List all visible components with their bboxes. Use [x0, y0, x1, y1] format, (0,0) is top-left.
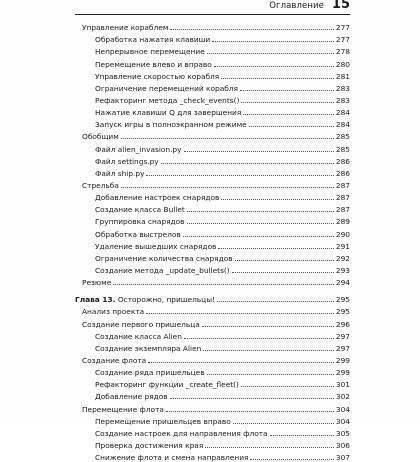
dot-leader — [202, 326, 334, 327]
toc-page-number: 305 — [335, 428, 350, 438]
toc-entry-label: Удаление вышедших снарядов — [95, 241, 217, 251]
toc-entry — [75, 329, 350, 341]
toc-entry-label: Запуск игры в полноэкранном режиме — [95, 120, 247, 130]
toc-entry-label: Непрерывное перемещение — [95, 47, 205, 57]
dot-leader — [183, 236, 334, 237]
toc-entry-label: Группировка снарядов — [95, 217, 185, 227]
dot-leader — [212, 41, 334, 42]
toc-page-number: 304 — [335, 404, 350, 414]
toc-entry — [75, 365, 350, 377]
toc-page-number: 292 — [335, 253, 350, 263]
toc-entry-label: Файл settings.py — [95, 156, 159, 166]
dot-leader — [250, 459, 333, 460]
dot-leader — [187, 211, 334, 212]
dot-leader — [205, 447, 334, 448]
toc-page-number: 284 — [335, 120, 350, 130]
toc-entry-label: Обработка нажатия клавиши — [95, 35, 211, 45]
toc-entry-label: Создание метода _update_bullets() — [95, 265, 230, 275]
toc-entry-label: Управление скоростью корабля — [95, 71, 220, 81]
dot-leader — [221, 199, 333, 200]
toc-entry-label: Создание настроек для направления флота — [95, 428, 268, 438]
dot-leader — [184, 338, 334, 339]
toc-entry — [75, 129, 350, 141]
dot-leader — [232, 272, 334, 273]
toc-page-number: 289 — [335, 217, 350, 227]
toc-entry-label: Рефакторинг функции _create_fleet() — [95, 380, 239, 390]
toc-entry — [75, 251, 350, 263]
toc-entry — [75, 117, 350, 129]
chapter-number: Глава 13. — [75, 295, 116, 305]
toc-chapter-entry — [75, 292, 350, 304]
toc-page-number: 283 — [335, 83, 350, 93]
dot-leader — [233, 423, 334, 424]
toc-entry — [75, 341, 350, 353]
toc-page-number: 280 — [335, 59, 350, 69]
toc-page-number: 281 — [335, 71, 350, 81]
toc-page-number: 297 — [335, 331, 350, 341]
toc-entry — [75, 263, 350, 275]
toc-entry-label: Файл ship.py — [95, 168, 145, 178]
toc-entry — [75, 69, 350, 81]
toc-entry — [75, 275, 350, 287]
toc-page-number: 306 — [335, 440, 350, 450]
dot-leader — [170, 29, 334, 30]
dot-leader — [207, 374, 334, 375]
toc-entry-label: Ограничение перемещений корабля — [95, 83, 238, 93]
toc-entry — [75, 20, 350, 32]
toc-entry — [75, 239, 350, 251]
toc-page-number: 299 — [335, 368, 350, 378]
toc-page-number: 302 — [335, 392, 350, 402]
toc-entry — [75, 202, 350, 214]
toc-entry — [75, 190, 350, 202]
toc-entry-label — [75, 295, 216, 304]
toc-entry-label: Обработка выстрелов — [95, 229, 181, 239]
dot-leader — [161, 163, 334, 164]
toc-page-number: 301 — [335, 380, 350, 390]
toc-page-number: 299 — [335, 355, 350, 365]
dot-leader — [243, 114, 334, 115]
toc-page-number: 295 — [335, 307, 350, 317]
dot-leader — [240, 90, 334, 91]
dot-leader — [207, 53, 334, 54]
dot-leader — [221, 78, 334, 79]
toc-page-number: 290 — [335, 229, 350, 239]
toc-page-number: 285 — [335, 144, 350, 154]
toc-entry-label: Нажатие клавиши Q для завершения — [95, 108, 242, 118]
dot-leader — [187, 223, 334, 224]
toc-entry — [75, 32, 350, 44]
toc-entry — [75, 105, 350, 117]
toc-entry — [75, 377, 350, 389]
dot-leader — [203, 350, 334, 351]
toc-entry — [75, 401, 350, 413]
toc-entry — [75, 438, 350, 450]
toc-page-number: 294 — [335, 278, 350, 288]
toc-page-number: 278 — [335, 47, 350, 57]
toc-page-number: 286 — [335, 168, 350, 178]
table-of-contents — [75, 20, 350, 462]
toc-page-number: 286 — [335, 156, 350, 166]
toc-entry-label: Создание первого пришельца — [82, 319, 200, 329]
toc-entry — [75, 426, 350, 438]
toc-entry — [75, 316, 350, 328]
toc-entry-label: Резюме — [82, 278, 112, 288]
toc-entry — [75, 226, 350, 238]
dot-leader — [241, 102, 334, 103]
toc-entry — [75, 353, 350, 365]
dot-leader — [121, 138, 334, 139]
toc-page-number: 277 — [335, 35, 350, 45]
dot-leader — [235, 260, 334, 261]
toc-entry-label: Снижение флота и смена направления — [95, 453, 249, 462]
toc-entry-label: Добавление настроек снарядов — [95, 193, 220, 203]
toc-entry-label: Добавление рядов — [95, 392, 168, 402]
toc-entry-label: Обобщим — [82, 132, 119, 142]
toc-page-number: 285 — [335, 132, 350, 142]
toc-page-number: 284 — [335, 108, 350, 118]
toc-entry — [75, 56, 350, 68]
toc-entry — [75, 178, 350, 190]
toc-entry — [75, 93, 350, 105]
toc-entry-label: Проверка достижения края — [95, 440, 204, 450]
toc-entry-label: Файл alien_invasion.py — [95, 144, 182, 154]
toc-page-number: 295 — [335, 295, 350, 305]
toc-page-number: 291 — [335, 241, 350, 251]
dot-leader — [146, 313, 334, 314]
header-title: Оглавление — [269, 1, 324, 11]
toc-page-number: 293 — [335, 265, 350, 275]
dot-leader — [170, 398, 334, 399]
toc-page-number: 287 — [335, 205, 350, 215]
toc-entry — [75, 81, 350, 93]
toc-page-number: 304 — [335, 416, 350, 426]
dot-leader — [113, 284, 334, 285]
toc-entry-label: Создание флота — [82, 355, 147, 365]
dot-leader — [218, 248, 333, 249]
toc-entry-label: Создание класса Alien — [95, 331, 182, 341]
toc-entry-label: Перемещение флота — [82, 404, 164, 414]
dot-leader — [184, 151, 334, 152]
toc-entry-label: Перемещение пришельцев вправо — [95, 416, 231, 426]
dot-leader — [249, 126, 334, 127]
toc-entry-label: Создание класса Bullet — [95, 205, 185, 215]
toc-entry-label: Создание экземпляра Alien — [95, 343, 202, 353]
toc-entry — [75, 154, 350, 166]
toc-entry — [75, 214, 350, 226]
toc-entry — [75, 450, 350, 462]
toc-entry-label: Анализ проекта — [82, 307, 145, 317]
toc-page-number: 277 — [335, 23, 350, 33]
dot-leader — [217, 301, 334, 302]
running-header — [75, 0, 350, 15]
toc-page-number: 296 — [335, 319, 350, 329]
chapter-title: Осторожно, пришельцы! — [117, 295, 215, 305]
toc-entry-label: Стрельба — [82, 180, 119, 190]
toc-entry-label: Перемещение влево и вправо — [95, 59, 212, 69]
dot-leader — [166, 411, 334, 412]
dot-leader — [121, 187, 334, 188]
toc-page-number: 283 — [335, 95, 350, 105]
toc-entry — [75, 166, 350, 178]
dot-leader — [270, 435, 334, 436]
dot-leader — [148, 362, 334, 363]
toc-entry — [75, 141, 350, 153]
toc-entry — [75, 389, 350, 401]
dot-leader — [214, 66, 334, 67]
toc-entry-label: Управление кораблем — [82, 23, 169, 33]
header-page-number: 15 — [331, 0, 350, 12]
toc-page-number: 287 — [335, 193, 350, 203]
toc-entry-label: Создание ряда пришельцев — [95, 368, 205, 378]
toc-page-number: 297 — [335, 343, 350, 353]
toc-entry-label: Рефакторинг метода _check_events() — [95, 95, 240, 105]
toc-entry-label: Ограничение количества снарядов — [95, 253, 233, 263]
toc-entry — [75, 44, 350, 56]
dot-leader — [146, 175, 333, 176]
dot-leader — [241, 386, 334, 387]
toc-page-number: 307 — [335, 453, 350, 462]
toc-page-number: 287 — [335, 180, 350, 190]
toc-entry — [75, 304, 350, 316]
